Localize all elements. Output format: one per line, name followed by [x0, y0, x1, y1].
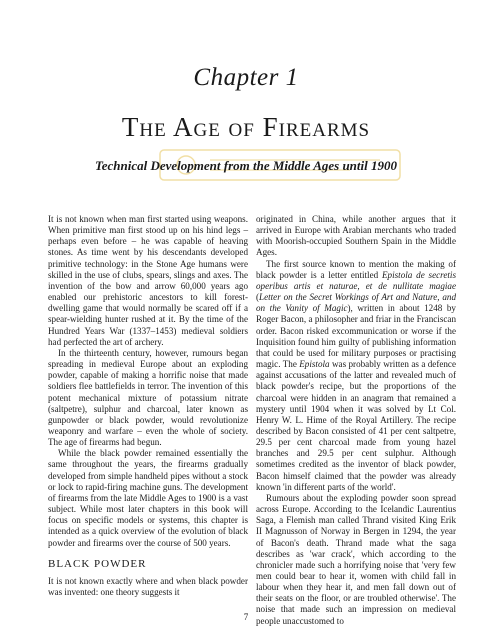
chapter-label: Chapter 1 — [193, 64, 299, 91]
paragraph: It is not known exactly where and when black powder was invented: one theory suggests it — [48, 575, 248, 597]
paragraph: Rumours about the exploding powder soon spread across Europe. According to the Icelandic Laurentius Saga, a Flemish man called Thrand visited King Erik II Magnusson of Norway in Bergen in 1294, the year of Bacon's death. Thrand made what the saga describes as 'war crack', which according to the chronicler made such a horrifying noise that 'very few men could bear to hear it, women with child fall in labour when they hear it, and men fall down out of their seats on the floor, or are troubled otherwise'. The noise that made such an impression on medieval people unaccustomed to — [256, 492, 456, 626]
work-title: Epistola de secretis operibus artis et naturae, et de nullitate magiae — [256, 269, 456, 291]
chapter-subtitle: Technical Development from the Middle Ages until 1900 — [94, 158, 397, 173]
section-heading: BLACK POWDER — [48, 557, 147, 570]
work-title: Letter on the Secret Workings of Art and Nature, and on the Vanity of Magic — [256, 292, 456, 314]
paragraph: It is not known when man first started using weapons. When primitive man first stood up on his hind legs – perhaps even before – he was capable of heaving stones. As time went by his descendants developed primitive technology: in the Stone Age humans were skilled in the use of clubs, spears, slings and axes. The invention of the bow and arrow 60,000 years ago enabled our prehistoric ancestors to kill forest-dwelling game that would normally be scared off if a spear-wielding hunter rushed at it. By the time of the Hundred Years War (1337–1453) medieval soldiers had perfected the art of archery. — [48, 214, 248, 347]
work-title: Epistola — [299, 359, 330, 370]
text-run: ( — [256, 292, 260, 303]
chapter-title: The Age of Firearms — [121, 112, 371, 142]
page-number: 7 — [243, 612, 249, 622]
text-run: ), written in about 1248 by Roger Bacon, a philosopher and friar in the Franciscan order. Bacon risked excommunication or worse if the Inquisition found him guilty of publishing information that could be used for military purposes or practising magic. The — [256, 303, 456, 370]
text-run: The first source known to mention the making of black powder is a letter entitled — [256, 258, 456, 280]
paragraph — [256, 259, 456, 493]
text-run: was probably written as a defence against accusations of the latter and revealed much of black powder's recipe, but the proportions of the charcoal were hidden in an anagram that remained a mystery until 1904 when it was solved by Lt Col. Henry W. L. Hime of the Royal Artillery. The recipe described by Bacon consisted of 41 per cent saltpetre, 29.5 per cent charcoal made from young hazel branches and 29.5 per cent sulphur. Although sometimes credited as the inventor of black powder, Bacon himself claimed that the powder was already known 'in different parts of the world'. — [256, 359, 457, 492]
paragraph: originated in China, while another argues that it arrived in Europe with Arabian merchants who traded with Moorish-occupied Southern Spain in the Middle Ages. — [256, 214, 456, 258]
left-column — [48, 214, 248, 598]
paragraph: In the thirteenth century, however, rumours began spreading in medieval Europe about an exploding powder, capable of making a horrific noise that made soldiers flee battlefields in terror. The invention of this potent mechanical mixture of potassium nitrate (saltpetre), sulphur and charcoal, later known as gunpowder or black powder, would revolutionize weaponry and warfare – even the whole of society. The age of firearms had begun. — [48, 347, 248, 448]
right-column — [256, 214, 456, 627]
paragraph: While the black powder remained essentially the same throughout the years, the firearms gradually developed from simple handheld pipes without a stock or lock to rapid-firing machine guns. The development of firearms from the late Middle Ages to 1900 is a vast subject. While most later chapters in this book will focus on specific models or systems, this chapter is intended as a quick overview of the evolution of black powder and firearms over the course of 500 years. — [48, 448, 248, 548]
